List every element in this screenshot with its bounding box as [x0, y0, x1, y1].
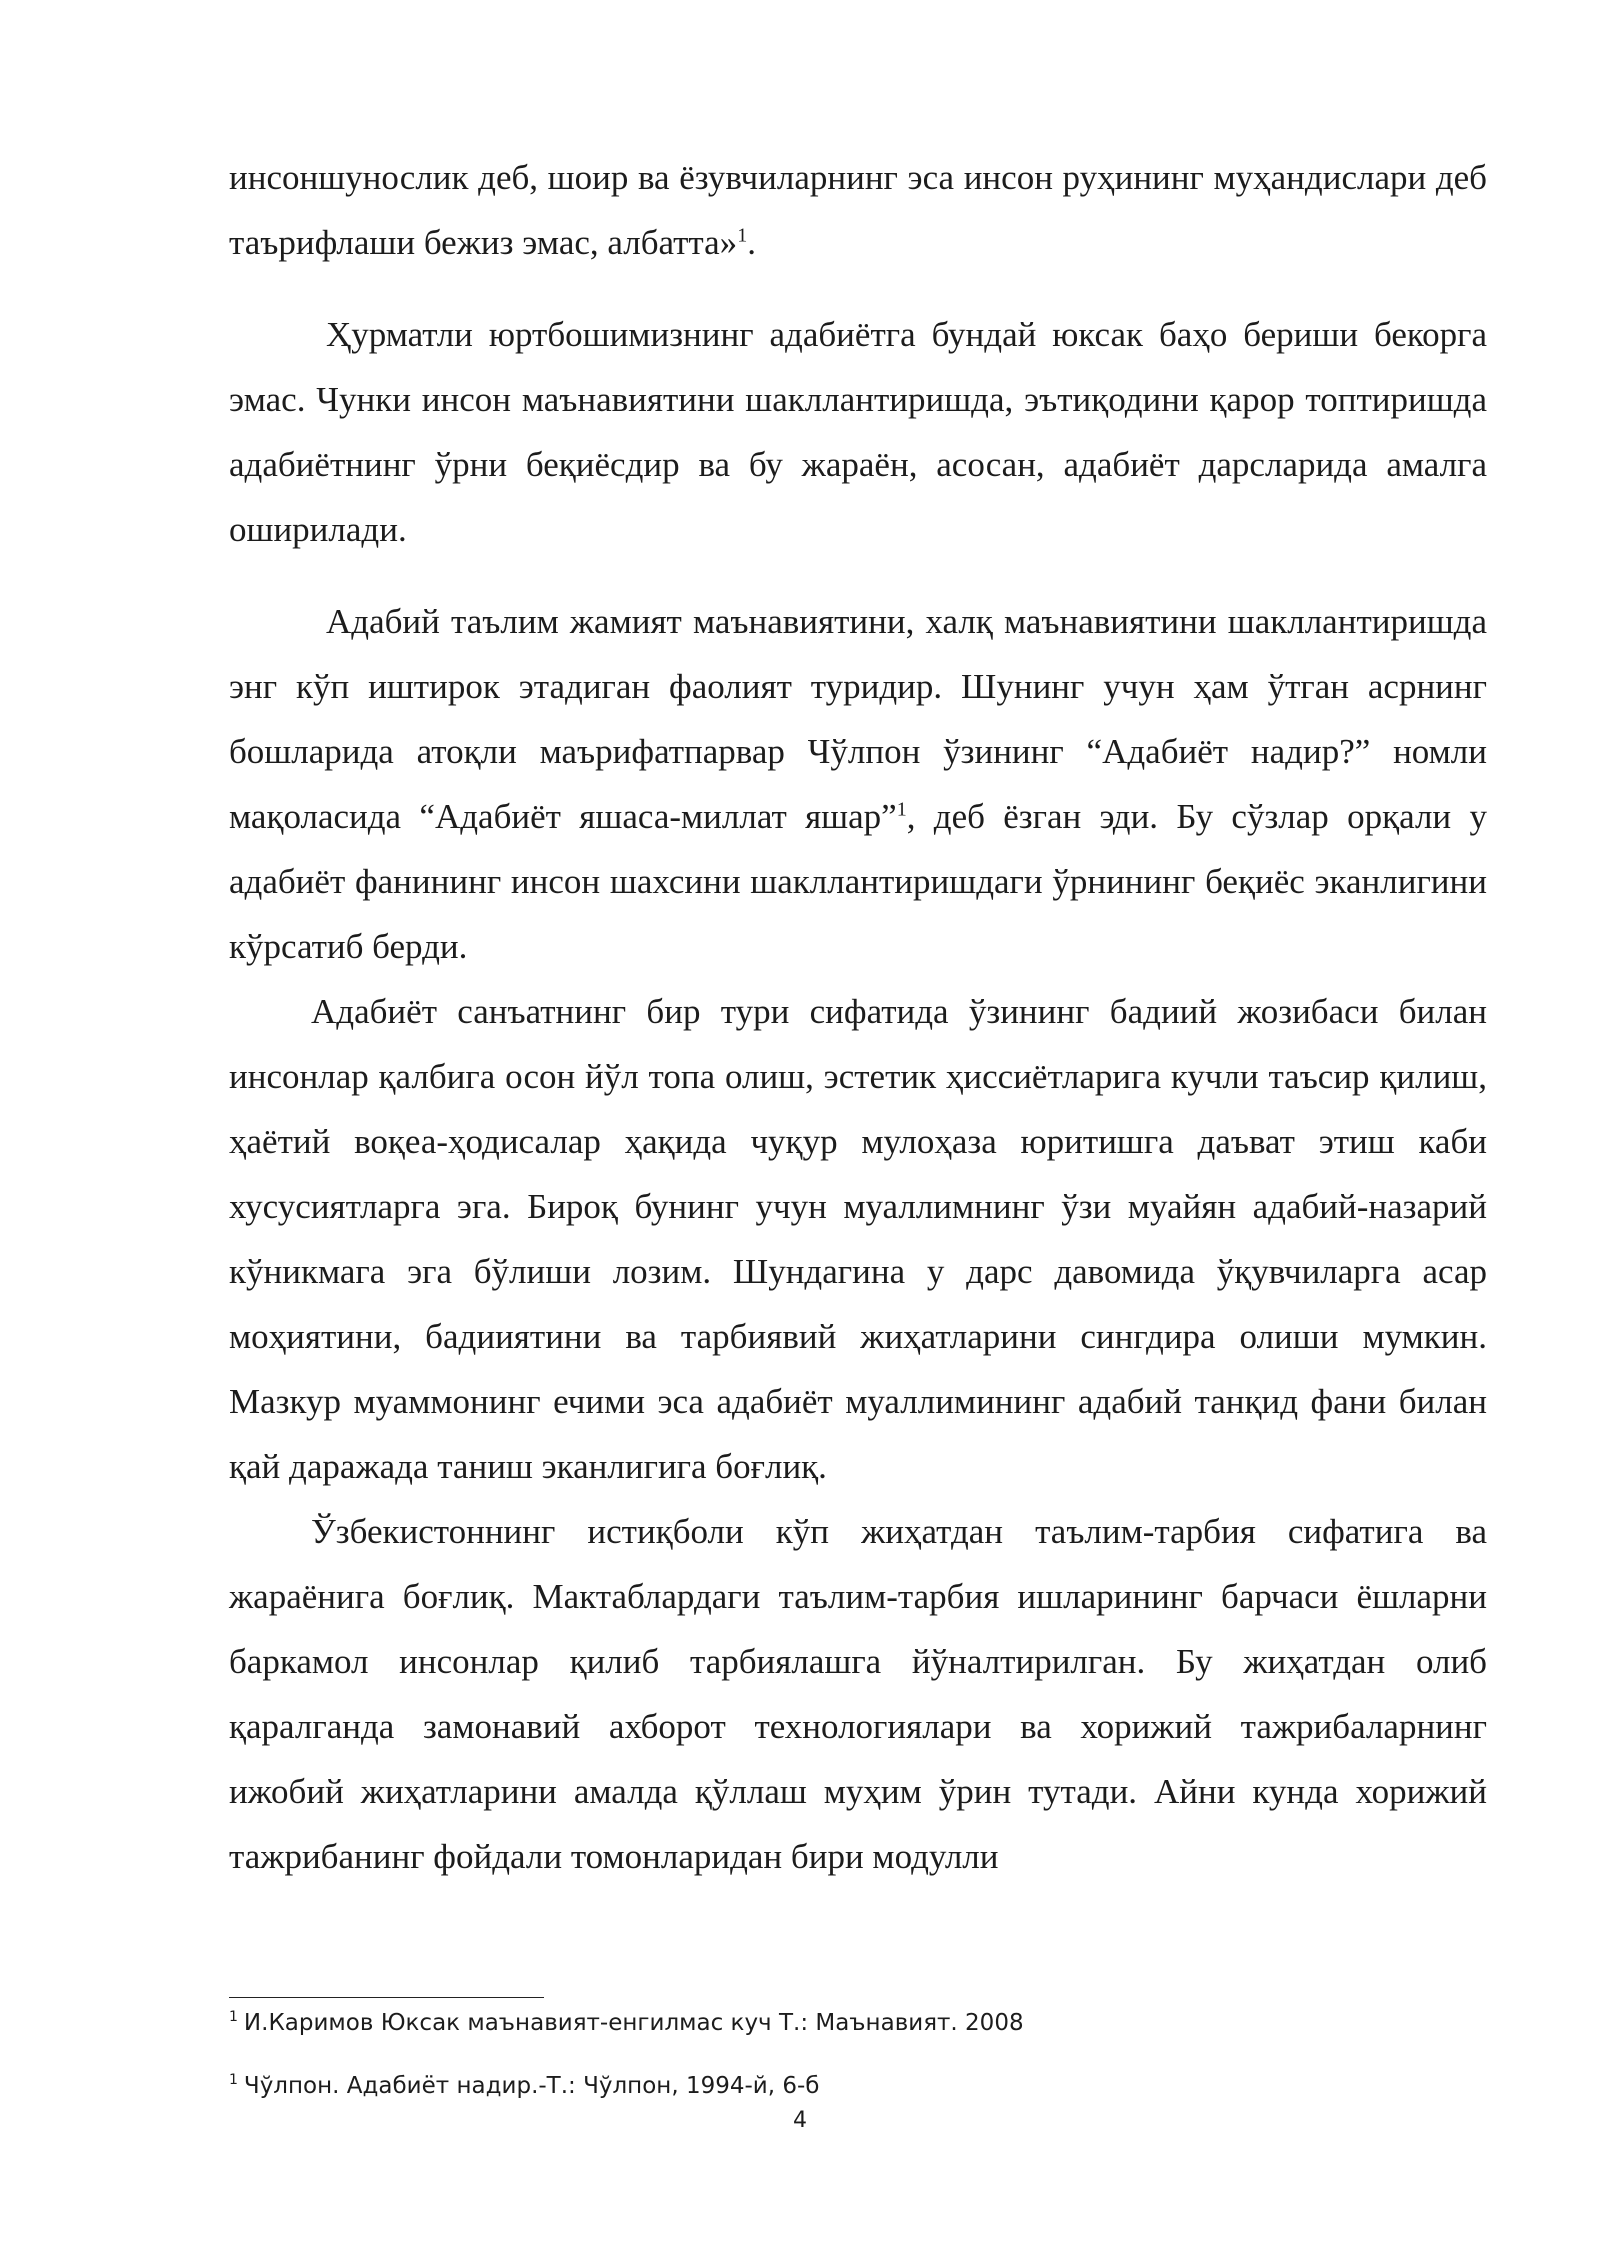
body-text	[229, 145, 1487, 1889]
paragraph-tail: .	[747, 223, 756, 262]
paragraph	[229, 589, 1487, 979]
footnote-ref: 1	[737, 224, 748, 247]
paragraph: Адабиёт санъатнинг бир тури сифатида ўзининг бадиий жозибаси билан инсонлар қалбига осон йўл топа олиш, эстетик ҳиссиётларига кучли таъсир қилиш, ҳаётий воқеа-ҳодисалар ҳақида чуқур мулоҳаза юритишга даъват этиш каби хусусиятларга эга. Бироқ бунинг учун муаллимнинг ўзи муайян адабий-назарий кўникмага эга бўлиши лозим. Шундагина у дарс давомида ўқувчиларга асар моҳиятини, бадииятини ва тарбиявий жиҳатларини сингдира олиши мумкин. Мазкур муаммонинг ечими эса адабиёт муаллимининг адабий танқид фани билан қай даражада таниш эканлигига боғлиқ.	[229, 992, 1487, 1486]
paragraph: Ҳурматли юртбошимизнинг адабиётга бундай юксак баҳо бериши бекорга эмас. Чунки инсон маънавиятини шакллантиришда, эътиқодини қарор топтиришда адабиётнинг ўрни беқиёсдир ва бу жараён, асосан, адабиёт дарсларида амалга оширилади.	[229, 315, 1487, 549]
footnote-text: И.Каримов Юксак маънавият-енгилмас куч Т.: Маънавият. 2008	[243, 2010, 1024, 2036]
footnote-mark: 1	[229, 2009, 238, 2026]
page-number: 4	[793, 2108, 807, 2133]
footnote-mark: 1	[229, 2072, 238, 2089]
footnote-text: Чўлпон. Адабиёт надир.-Т.: Чўлпон, 1994-й, 6-б	[243, 2073, 820, 2099]
paragraph-text: инсоншунослик деб, шоир ва ёзувчиларнинг эса инсон руҳининг муҳандислари деб таърифлаши бежиз эмас, албатта»	[229, 158, 1487, 262]
paragraph-tail: , деб ёзган эди. Бу сўзлар орқали у адабиёт фанининг инсон шахсини шакллантиришдаги ўрнининг беқиёс эканлигини кўрсатиб берди.	[229, 797, 1487, 966]
footnote	[229, 2008, 1024, 2038]
paragraph-continuation	[229, 145, 1487, 275]
paragraph: Ўзбекистоннинг истиқболи кўп жиҳатдан таълим-тарбия сифатига ва жараёнига боғлиқ. Мактаблардаги таълим-тарбия ишларининг барчаси ёшларни баркамол инсонлар қилиб тарбиялашга йўналтирилган. Бу жиҳатдан олиб қаралганда замонавий ахборот технологиялари ва хорижий тажрибаларнинг ижобий жиҳатларини амалда қўллаш муҳим ўрин тутади. Айни кунда хорижий тажрибанинг фойдали томонларидан бири модулли	[229, 1512, 1487, 1876]
footnote-separator	[229, 1997, 544, 1998]
footnote	[229, 2071, 819, 2101]
paragraph-text: Адабий таълим жамият маънавиятини, халқ маънавиятини шакллантиришда энг кўп иштирок этадиган фаолият туридир. Шунинг учун ҳам ўтган асрнинг бошларида атоқли маърифатпарвар Чўлпон ўзининг “Адабиёт надир?” номли мақоласида “Адабиёт яшаса-миллат яшар”	[229, 602, 1487, 836]
footnote-ref: 1	[896, 798, 907, 821]
